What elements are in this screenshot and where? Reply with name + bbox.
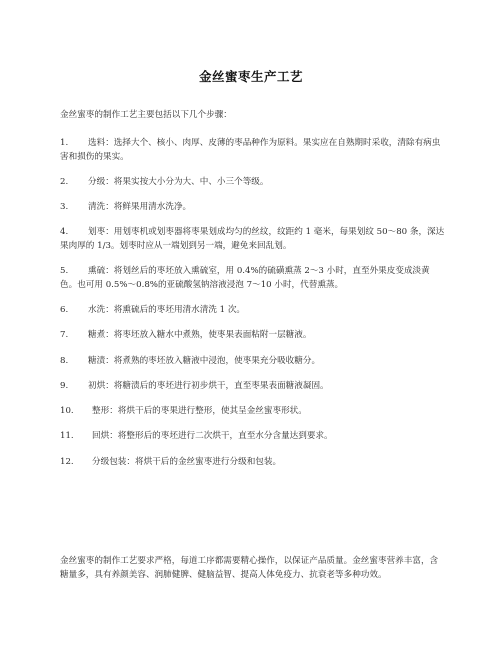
list-item — [60, 265, 446, 292]
intro-paragraph: 金丝蜜枣的制作工艺主要包括以下几个步骤： — [60, 110, 232, 120]
step-number: 5. — [60, 266, 69, 277]
list-item — [60, 405, 446, 419]
list-item — [60, 226, 446, 253]
step-number: 9. — [60, 380, 69, 391]
steps-list — [60, 137, 446, 481]
list-item — [60, 329, 446, 343]
step-text: 回烘：将整形后的枣坯进行二次烘干，直至水分含量达到要求。 — [92, 431, 333, 442]
step-number: 2. — [60, 176, 69, 187]
step-number: 8. — [60, 355, 69, 366]
step-text: 糖煮：将枣坯放入糖水中煮熟，使枣果表面粘附一层糖液。 — [88, 330, 312, 341]
list-item — [60, 456, 446, 470]
step-text: 初烘：将糖渍后的枣坯进行初步烘干，直至枣果表面糖液凝固。 — [88, 380, 329, 391]
step-number: 4. — [60, 227, 69, 238]
list-item — [60, 201, 446, 215]
step-number: 11. — [60, 431, 74, 442]
step-text: 分级包装：将烘干后的金丝蜜枣进行分级和包装。 — [92, 456, 282, 467]
step-text: 分级：将果实按大小分为大、中、小三个等级。 — [88, 176, 269, 187]
step-number: 1. — [60, 138, 69, 148]
step-text: 清洗：将鲜果用清水洗净。 — [88, 202, 192, 213]
step-number: 3. — [60, 202, 69, 213]
step-number: 7. — [60, 330, 69, 341]
step-text: 划枣：用划枣机或划枣器将枣果划成均匀的丝纹，纹距约 1 毫米，每果划纹 50～80 条，深达果肉厚的 1/3。划枣时应从一端划到另一端，避免来回乱划。 — [60, 227, 445, 251]
list-item — [60, 380, 446, 394]
list-item — [60, 430, 446, 444]
page-title: 金丝蜜枣生产工艺 — [198, 69, 303, 84]
step-number: 6. — [60, 304, 69, 315]
step-text: 糖渍：将煮熟的枣坯放入糖液中浸泡，使枣果充分吸收糖分。 — [88, 355, 321, 366]
list-item — [60, 304, 446, 318]
step-text: 整形：将烘干后的枣果进行整形，使其呈金丝蜜枣形状。 — [92, 406, 307, 417]
step-text: 选料：选择大个、核小、肉厚、皮薄的枣品种作为原料。果实应在自熟期时采收，清除有病虫害和损伤的果实。 — [60, 138, 441, 162]
step-number: 10. — [60, 406, 74, 417]
step-text: 熏硫：将划丝后的枣坯放入熏硫室，用 0.4%的硫磺熏蒸 2～3 小时，直至外果皮变成淡黄色。也可用 0.5%～0.8%的亚硫酸氢钠溶液浸泡 7～10 小时，代替熏蒸。 — [60, 266, 430, 290]
step-number: 12. — [60, 456, 74, 467]
list-item — [60, 176, 446, 190]
step-text: 水洗：将熏硫后的枣坯用清水清洗 1 次。 — [88, 304, 246, 315]
list-item — [60, 355, 446, 369]
closing-paragraph: 金丝蜜枣的制作工艺要求严格，每道工序都需要精心操作，以保证产品质量。金丝蜜枣营养丰富，含糖量多，具有养颜美容、润肺健脾、健脑益智、提高人体免疫力、抗衰老等多种功效。 — [60, 556, 439, 580]
list-item — [60, 137, 446, 164]
